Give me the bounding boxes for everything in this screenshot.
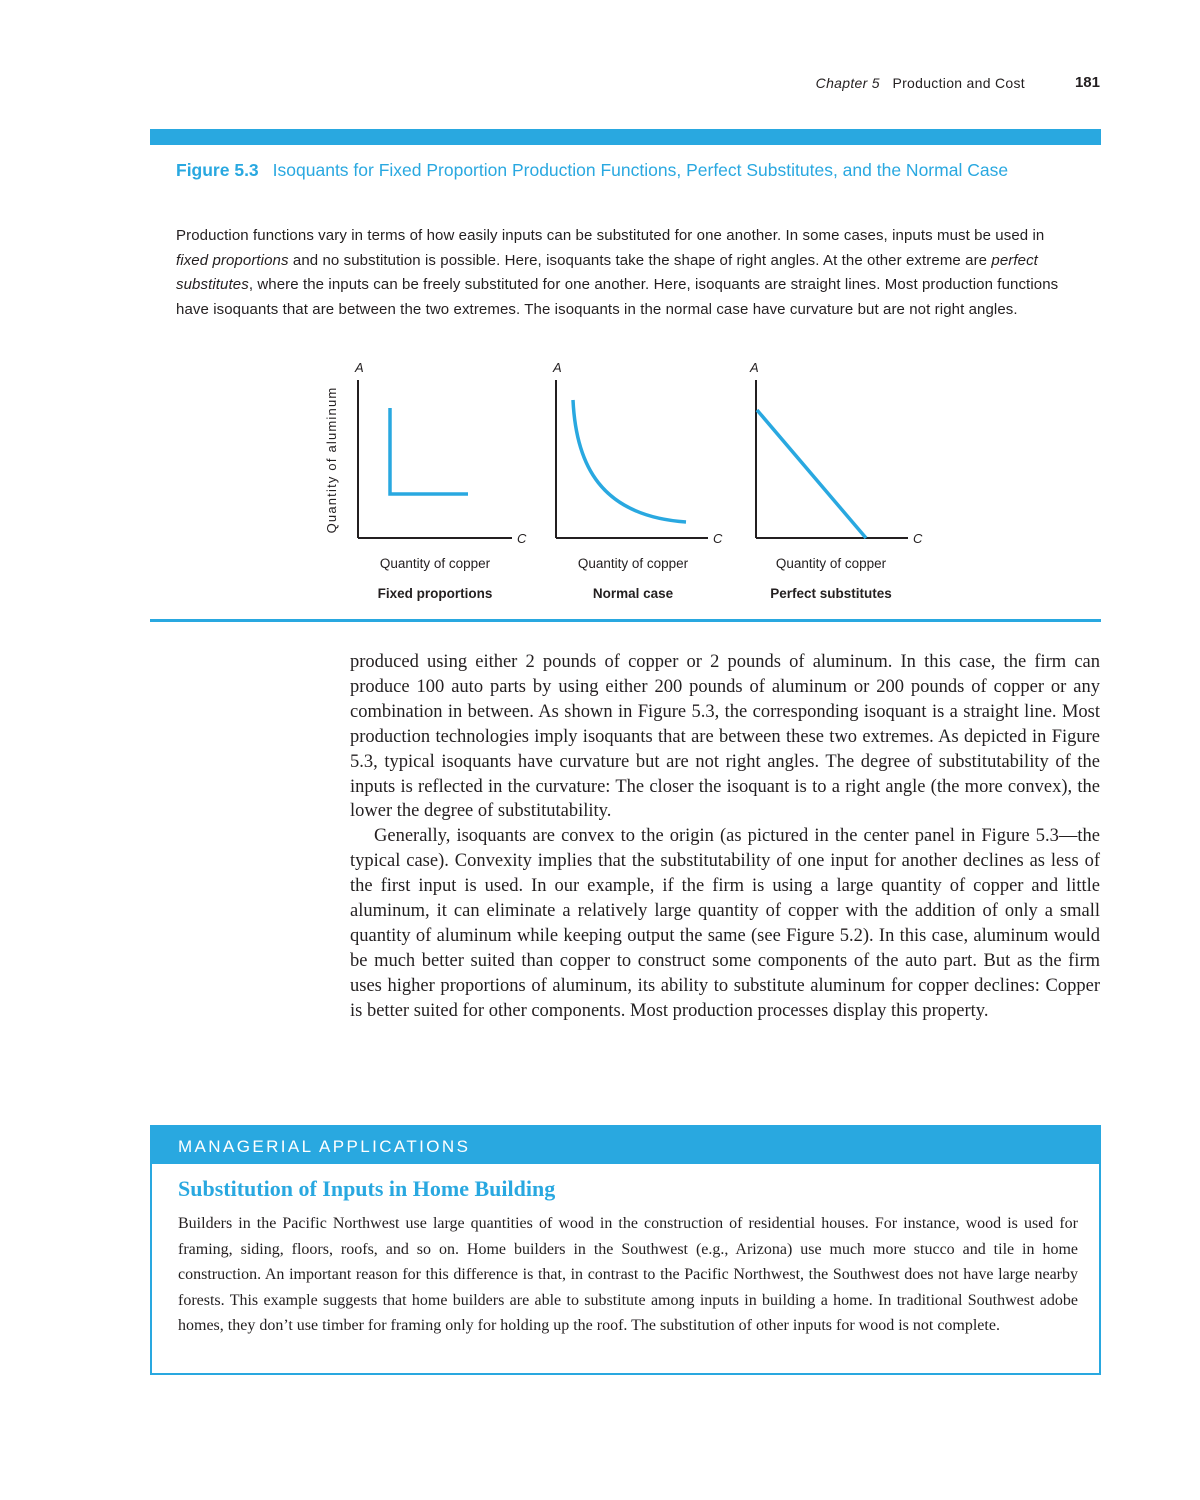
x-axis-title: Quantity of copper <box>577 556 689 571</box>
panel-perfect-substitutes <box>749 360 923 601</box>
figure-top-bar <box>150 129 1101 145</box>
managerial-applications-title: Substitution of Inputs in Home Building <box>178 1176 556 1201</box>
panel-normal-case <box>552 360 723 601</box>
isoquant-straight-line <box>757 410 866 538</box>
axis-label-a: A <box>553 360 562 375</box>
x-axis-title: Quantity of copper <box>775 556 887 571</box>
managerial-applications-text: Builders in the Pacific Northwest use large quantities of wood in the construction of residential houses. For instance, wood is used for framing, siding, floors, roofs, and so on. Home builders in the Southwest (e.g., Arizona) use much more stucco and tile in home construction. An important reason for this difference is that, in contrast to the Pacific Northwest, the Southwest does not have large nearby forests. This example suggests that home builders are able to substitute among inputs in building a home. In traditional Southwest adobe homes, they don’t use timber for framing only for holding up the roof. The substitution of other inputs for wood is not complete. <box>178 1215 1078 1334</box>
panel-fixed-proportions <box>354 360 527 601</box>
axis-label-c: C <box>517 531 527 546</box>
body-text <box>350 650 1100 1024</box>
caption-part: and no substitution is possible. Here, isoquants take the shape of right angles. At the other extreme are <box>288 251 992 269</box>
page-number: 181 <box>1074 74 1100 91</box>
isoquant-convex-curve <box>573 400 686 522</box>
caption-part: , where the inputs can be freely substituted for one another. Here, isoquants are straight lines. Most production functions have isoquants that are between the two extremes. The isoquants in the normal case have curvature but are not right angles. <box>176 276 1059 318</box>
caption-emphasis: perfect substitutes <box>176 251 1038 293</box>
panel-title: Normal case <box>592 586 674 601</box>
caption-emphasis: fixed proportions <box>176 251 289 269</box>
axis-label-a: A <box>355 360 364 375</box>
managerial-applications-box <box>150 1125 1101 1375</box>
chapter-title: Production and Cost <box>892 75 1025 91</box>
axis-label-c: C <box>713 531 723 546</box>
caption-part: Production functions vary in terms of how easily inputs can be substituted for one another. In some cases, inputs must be used in <box>176 227 1045 244</box>
axis-label-a: A <box>750 360 759 375</box>
x-axis-title: Quantity of copper <box>379 556 491 571</box>
figure-bottom-rule <box>150 619 1101 622</box>
figure-caption <box>176 224 1066 322</box>
body-paragraph: produced using either 2 pounds of copper or 2 pounds of aluminum. In this case, the firm can produce 100 auto parts by using either 200 pounds of aluminum or 200 pounds of copper or any combination in between. As shown in Figure 5.3, the corresponding isoquant is a straight line. Most production technologies imply isoquants that are between these two extremes. As depicted in Figure 5.3, typical isoquants have curvature but are not right angles. The degree of substitutability of the inputs is reflected in the curvature: The closer the isoquant is to a right angle (the more convex), the lower the degree of substitutability. <box>350 652 1100 822</box>
axis-label-c: C <box>913 531 923 546</box>
panel-title: Perfect substitutes <box>770 586 892 601</box>
isoquant-right-angle <box>390 408 468 494</box>
y-axis-title: Quantity of aluminum <box>324 386 339 534</box>
running-head-text <box>816 75 1025 91</box>
managerial-applications-label: MANAGERIAL APPLICATIONS <box>178 1137 471 1156</box>
body-paragraph: Generally, isoquants are convex to the origin (as pictured in the center panel in Figure 5.3—the typical case). Convexity implies that the substitutability of one input for another declines as less of the first input is used. In our example, if the firm is using a large quantity of copper and little aluminum, it can eliminate a relatively large quantity of copper with the addition of only a small quantity of aluminum while keeping output the same (see Figure 5.2). In this case, aluminum would be much better suited than copper to construct some components of the auto part. But as the firm uses higher proportions of aluminum, its ability to substitute aluminum for copper declines: Copper is better suited for other components. Most production processes display this property. <box>350 826 1100 1021</box>
figure-number: Figure 5.3 <box>176 160 259 180</box>
managerial-applications-header <box>152 1127 1099 1164</box>
running-head <box>600 72 1100 94</box>
figure-title <box>176 158 1076 182</box>
chapter-label: Chapter 5 <box>815 75 880 91</box>
panel-title: Fixed proportions <box>377 586 493 601</box>
isoquant-figure <box>300 352 950 612</box>
figure-title-text: Isoquants for Fixed Proportion Production Functions, Perfect Substitutes, and the Normal Case <box>272 160 1009 180</box>
